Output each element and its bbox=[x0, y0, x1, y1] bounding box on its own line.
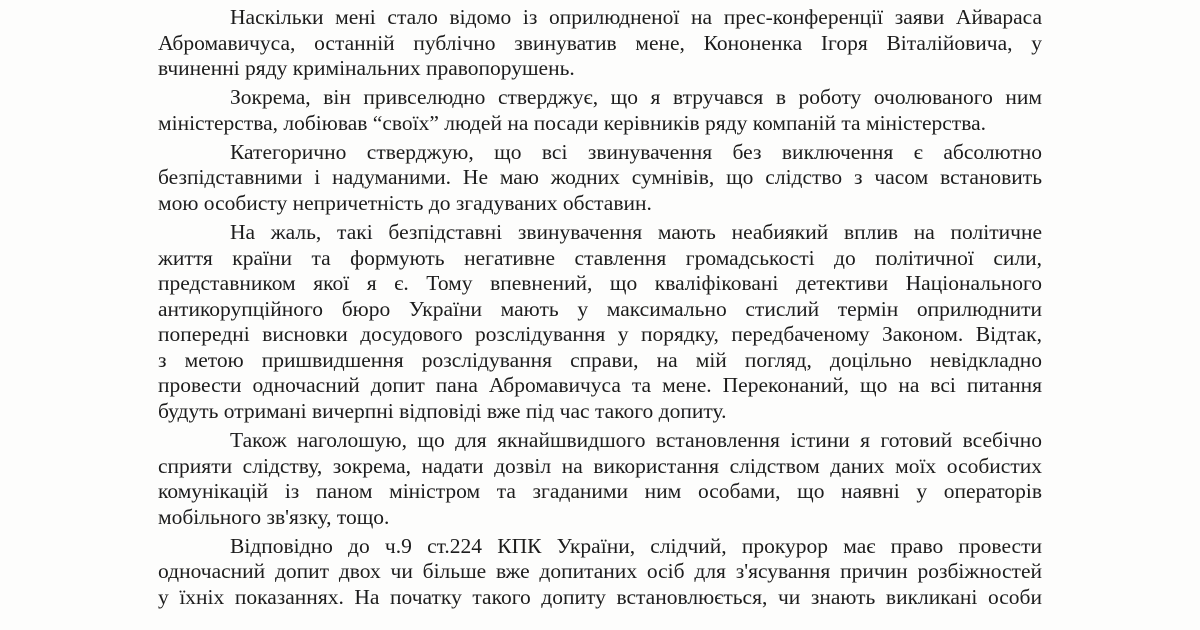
text-line: у їхніх показаннях. На початку такого допиту встановлюється, чи знають викликані особи bbox=[158, 585, 1042, 610]
text-line: будуть отримані вичерпні відповіді вже під час такого допиту. bbox=[158, 399, 727, 424]
text-line: з метою пришвидшення розслідування справи, на мій погляд, доцільно невідкладно bbox=[158, 347, 1042, 372]
text-line: одночасний допит двох чи більше вже допитаних осіб для з'ясування причин розбіжностей bbox=[158, 559, 1042, 584]
text-line: Категорично стверджую, що всі звинувачення без виключення є абсолютно bbox=[230, 139, 1042, 164]
text-line: Зокрема, він привселюдно стверджує, що я втручався в роботу очолюваного ним bbox=[230, 85, 1042, 110]
text-line: На жаль, такі безпідставні звинувачення мають неабиякий вплив на політичне bbox=[230, 219, 1042, 244]
text-line: антикорупційного бюро України мають у максимально стислий термін оприлюднити bbox=[158, 296, 1042, 321]
text-line: Наскільки мені стало відомо із оприлюдненої на прес-конференції заяви Айвараса bbox=[230, 5, 1042, 29]
paragraph-5 bbox=[158, 428, 1042, 530]
text-line: сприяти слідству, зокрема, надати дозвіл на використання слідством даних моїх особистих bbox=[158, 453, 1042, 478]
text-line: мою особисту непричетність до згадуваних обставин. bbox=[158, 190, 652, 215]
text-line: попередні висновки досудового розслідування у порядку, передбаченому Законом. Відтак, bbox=[158, 322, 1042, 347]
text-line: життя країни та формують негативне ставлення громадськості до політичної сили, bbox=[158, 245, 1042, 270]
text-line: Відповідно до ч.9 ст.224 КПК України, слідчий, прокурор має право провести bbox=[230, 533, 1042, 558]
document-body bbox=[158, 5, 1042, 614]
text-line: мобільного зв'язку, тощо. bbox=[158, 504, 390, 529]
text-line: безпідставними і надуманими. Не маю жодних сумнівів, що слідство з часом встановить bbox=[158, 165, 1042, 190]
text-line: вчиненні ряду кримінальних правопорушень. bbox=[158, 56, 575, 81]
text-line: Також наголошую, що для якнайшвидшого встановлення істини я готовий всебічно bbox=[230, 428, 1042, 453]
text-line: провести одночасний допит пана Абромавичуса та мене. Переконаний, що на всі питання bbox=[158, 373, 1042, 398]
paragraph-6 bbox=[158, 534, 1042, 611]
paragraph-3 bbox=[158, 140, 1042, 217]
paragraph-2 bbox=[158, 85, 1042, 136]
text-line: Абромавичуса, останній публічно звинуватив мене, Кононенка Ігоря Віталійовича, у bbox=[158, 30, 1042, 55]
paragraph-1 bbox=[158, 5, 1042, 82]
paragraph-4 bbox=[158, 220, 1042, 425]
text-line: комунікацій із паном міністром та згаданими ним особами, що наявні у операторів bbox=[158, 479, 1042, 504]
text-line: міністерства, лобіював “своїх” людей на посади керівників ряду компаній та міністерства. bbox=[158, 110, 986, 135]
text-line: представником якої я є. Тому впевнений, що кваліфіковані детективи Національного bbox=[158, 271, 1042, 296]
